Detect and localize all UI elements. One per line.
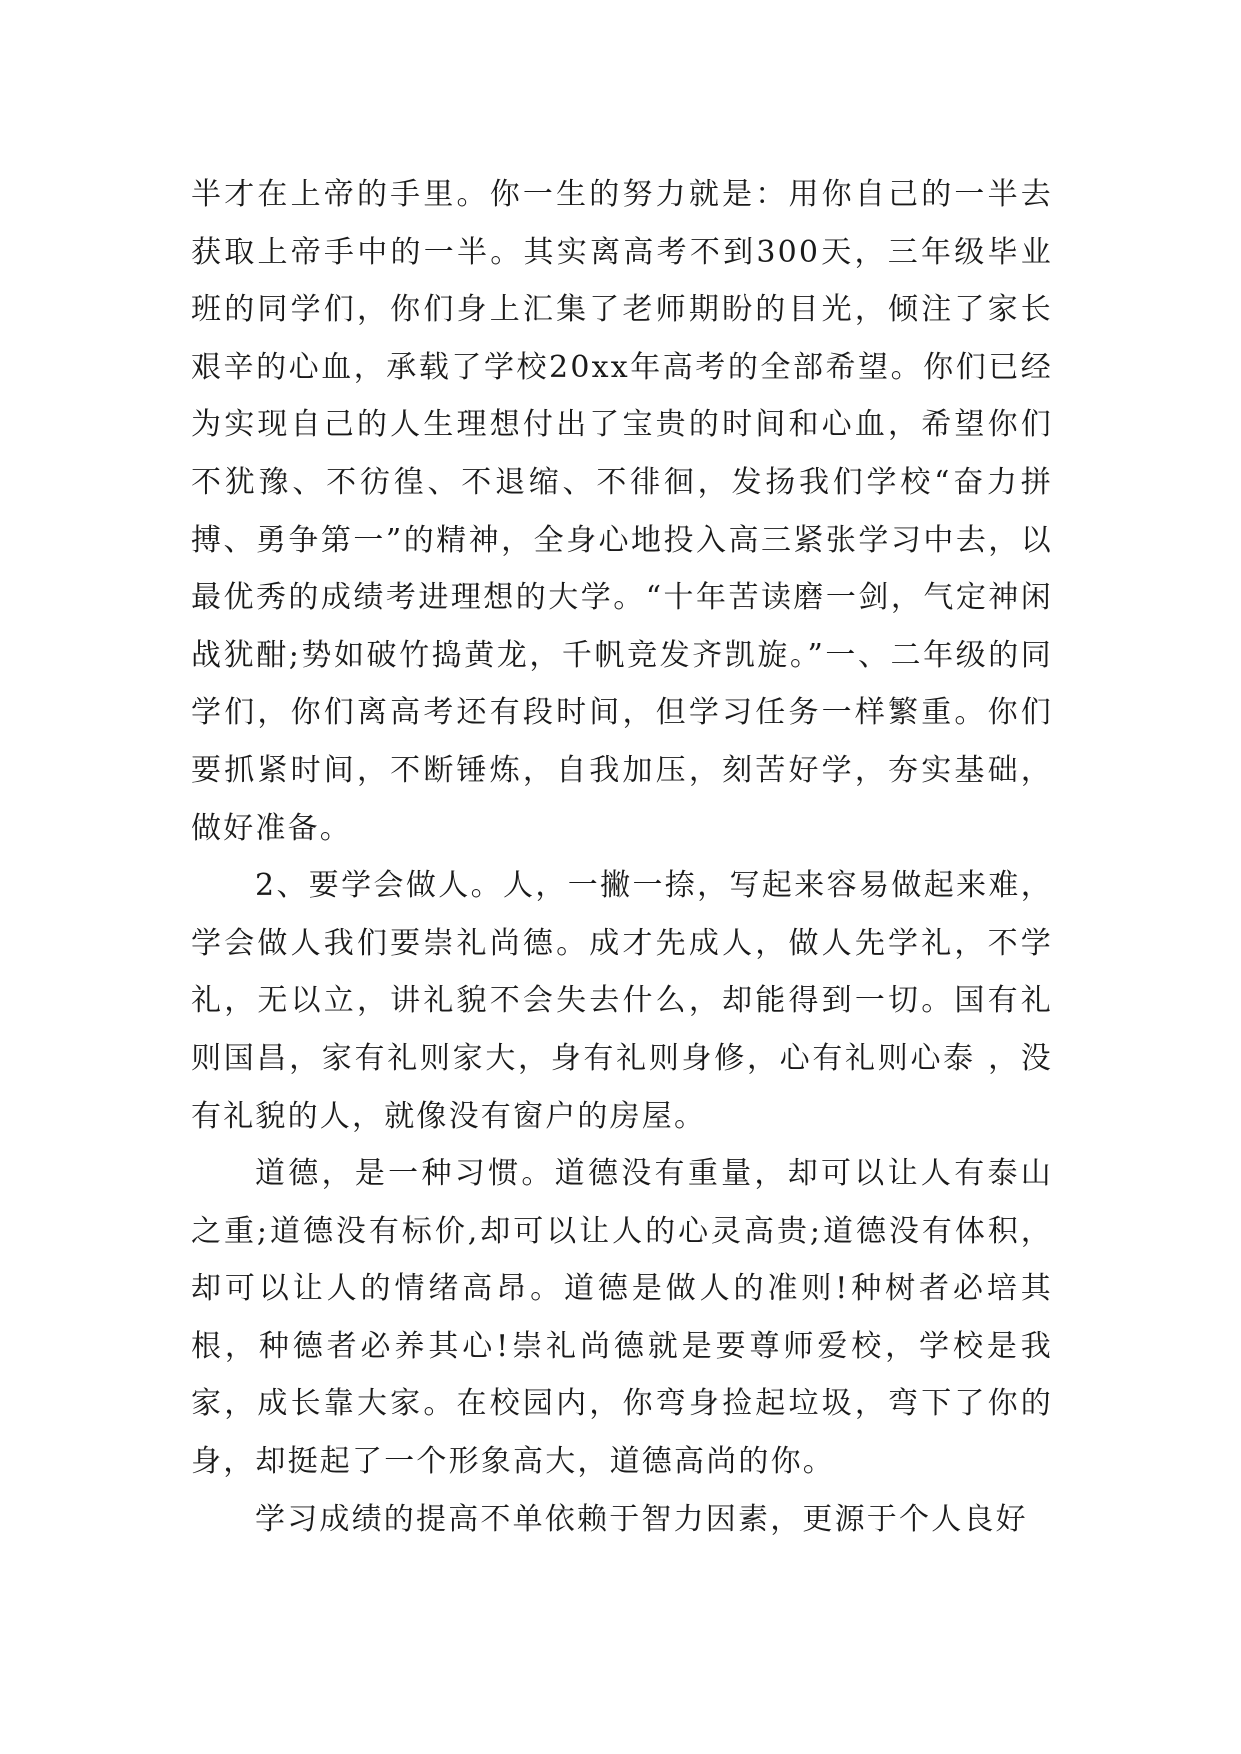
paragraph-1: 半才在上帝的手里。你一生的努力就是：用你自己的一半去获取上帝手中的一半。其实离高考不到300天，三年级毕业班的同学们，你们身上汇集了老师期盼的目光，倾注了家长艰辛的心血，承载了学校20xx年高考的全部希望。你们已经为实现自己的人生理想付出了宝贵的时间和心血，希望你们不犹豫、不彷徨、不退缩、不徘徊，发扬我们学校“奋力拼搏、勇争第一”的精神，全身心地投入高三紧张学习中去，以最优秀的成绩考进理想的大学。“十年苦读磨一剑，气定神闲战犹酣;势如破竹捣黄龙，千帆竞发齐凯旋。”一、二年级的同学们，你们离高考还有段时间，但学习任务一样繁重。你们要抓紧时间，不断锤炼，自我加压，刻苦好学，夯实基础，做好准备。 [191, 177, 1053, 846]
paragraph-2: 2、要学会做人。人，一撇一捺，写起来容易做起来难，学会做人我们要崇礼尚德。成才先成人，做人先学礼，不学礼，无以立，讲礼貌不会失去什么，却能得到一切。国有礼则国昌，家有礼则家大，身有礼则身修，心有礼则心泰 ，没有礼貌的人，就像没有窗户的房屋。 [191, 868, 1053, 1134]
body-text [191, 166, 1053, 1548]
paragraph-3: 道德，是一种习惯。道德没有重量，却可以让人有泰山之重;道德没有标价,却可以让人的心灵高贵;道德没有体积，却可以让人的情绪高昂。道德是做人的准则!种树者必培其根，种德者必养其心!崇礼尚德就是要尊师爱校，学校是我家，成长靠大家。在校园内，你弯身捡起垃圾，弯下了你的身，却挺起了一个形象高大，道德高尚的你。 [191, 1156, 1053, 1480]
paragraph-4: 学习成绩的提高不单依赖于智力因素，更源于个人良好 [255, 1501, 1028, 1537]
